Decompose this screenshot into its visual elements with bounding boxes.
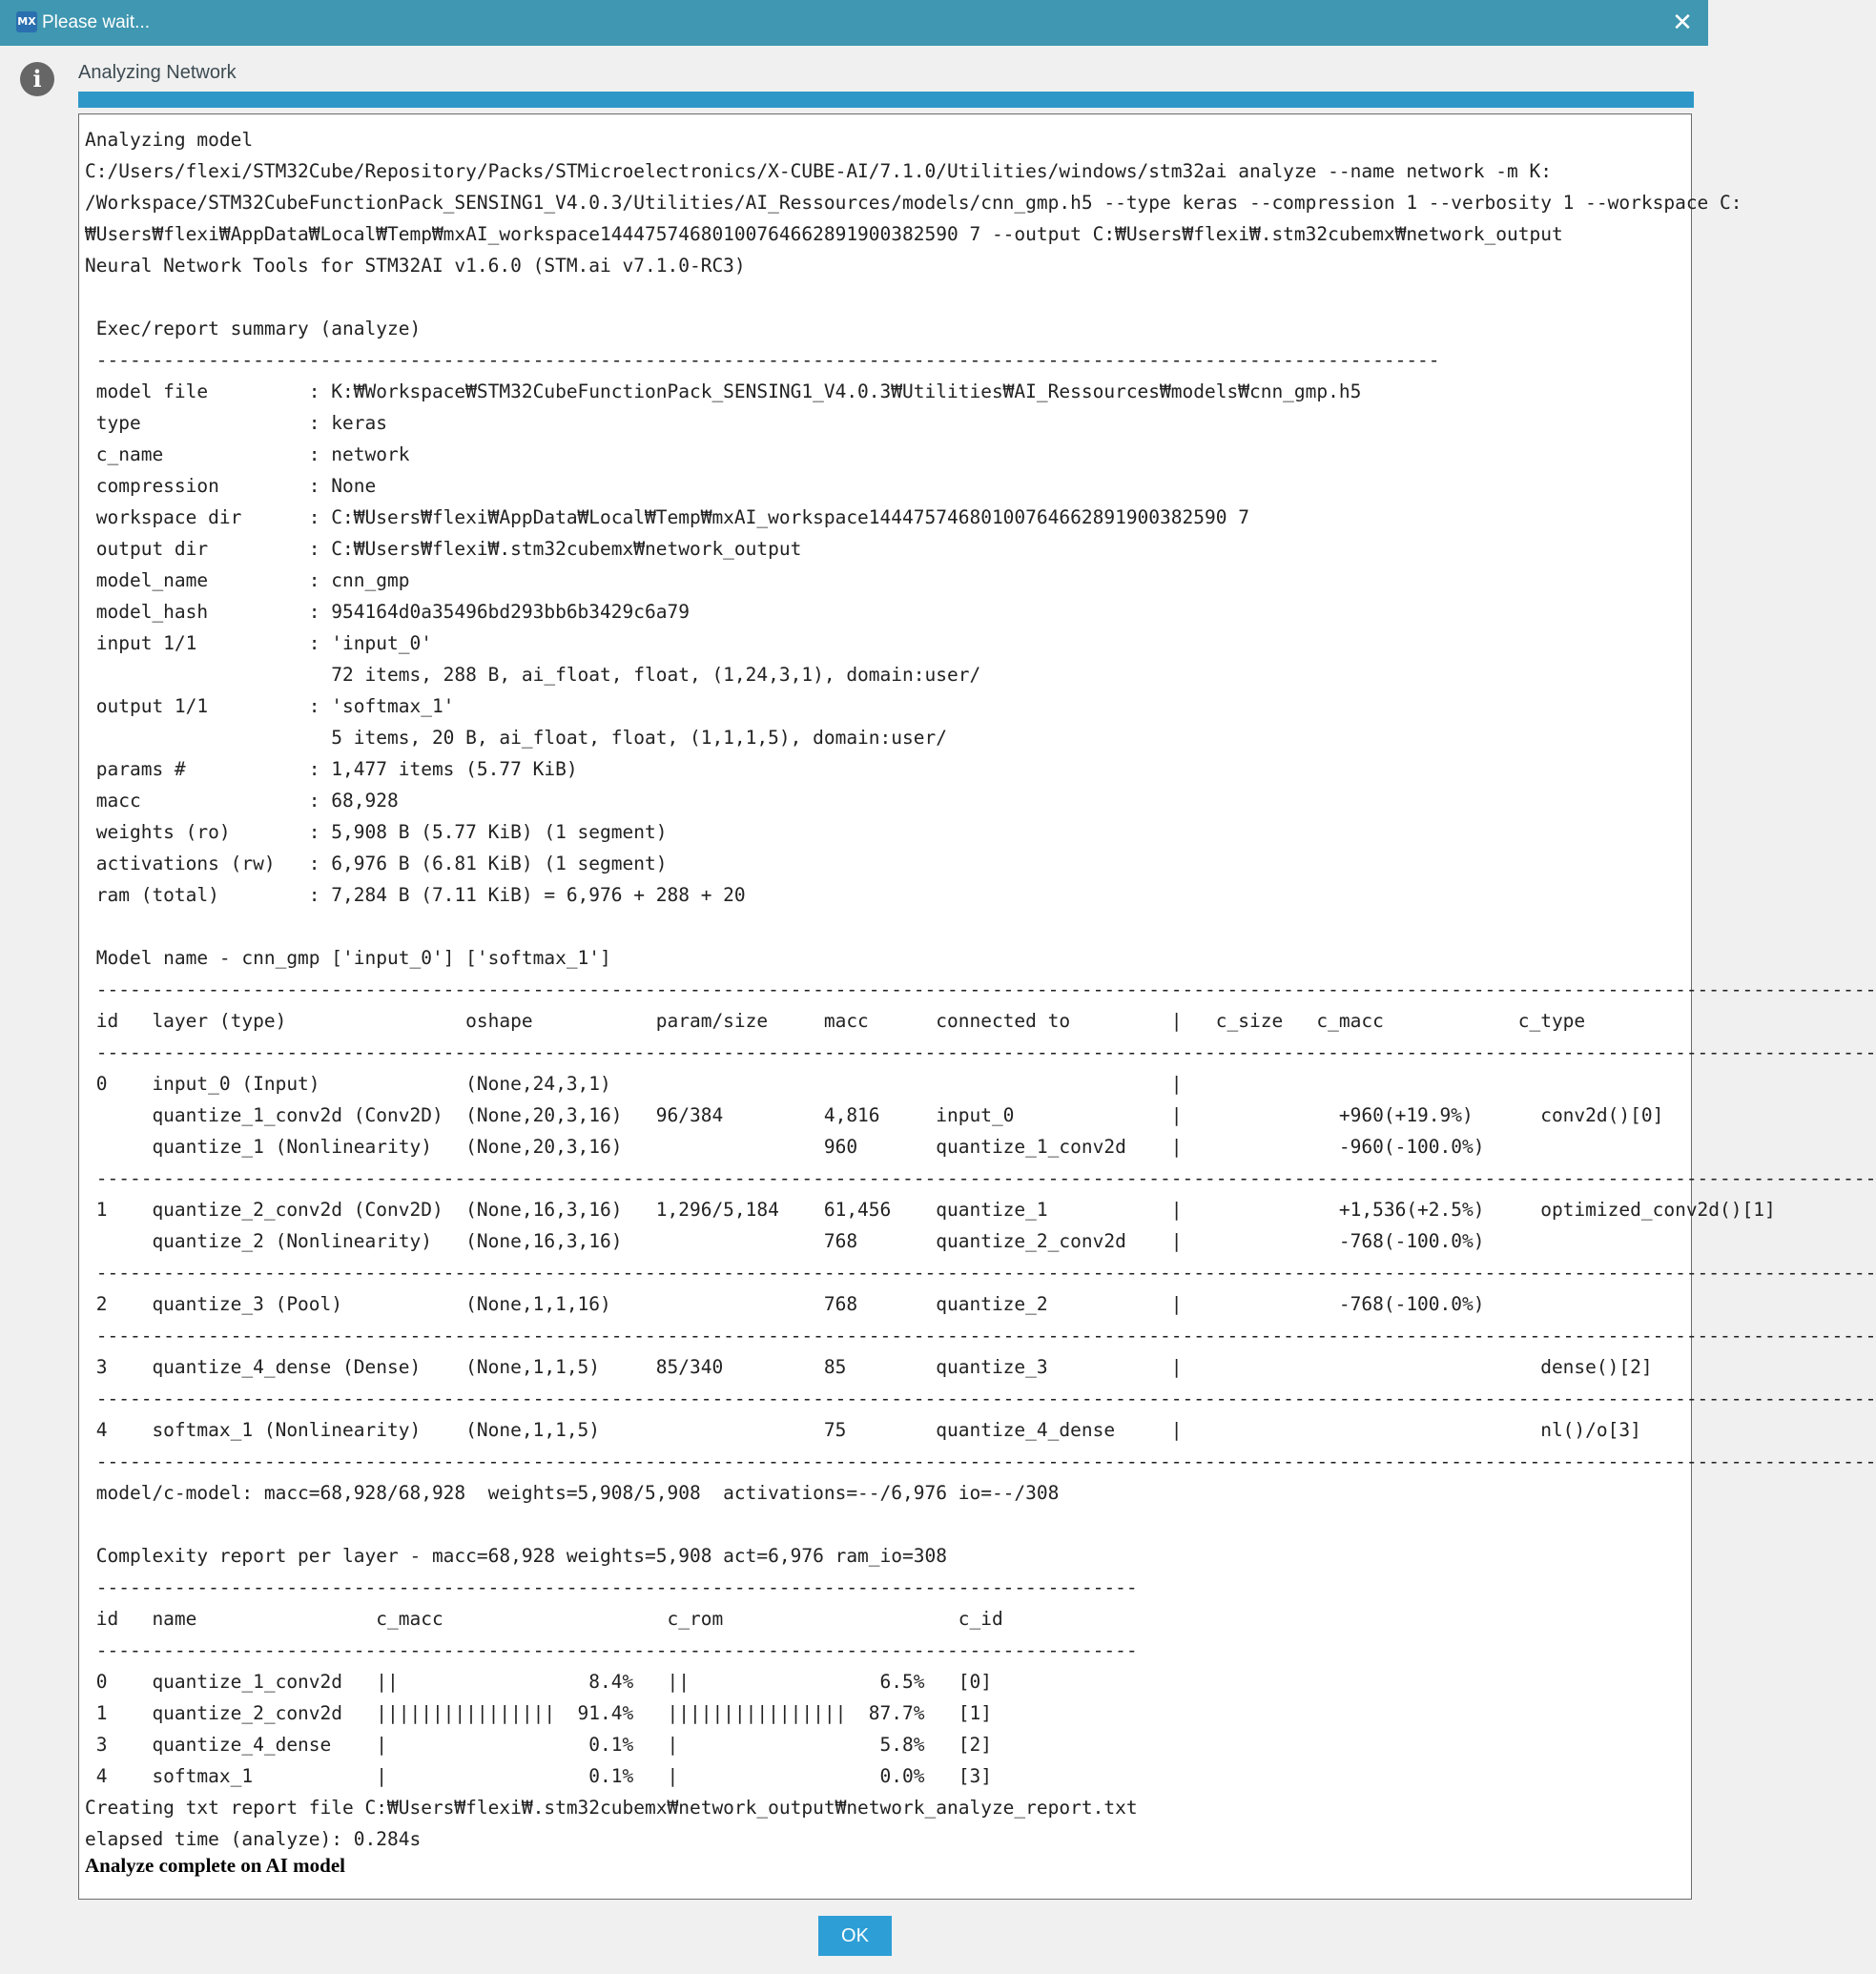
analyze-complete-message: Analyze complete on AI model (85, 1854, 345, 1877)
ok-button[interactable]: OK (818, 1916, 892, 1956)
close-icon[interactable]: ✕ (1672, 9, 1693, 37)
app-logo-icon: MX (16, 11, 37, 32)
title-bar (0, 0, 1708, 46)
window-title: Please wait... (42, 12, 150, 32)
info-icon: i (20, 62, 54, 96)
console-log-text: Analyzing model C:/Users/flexi/STM32Cube/Repository/Packs/STMicroelectronics/X-CUBE-AI/7.1.0/Utilities/windows/stm32ai analyze --name network -m K: /Workspace/STM32CubeFunctionPack_SENSING1_V4.0.3/Utilities/AI_Ressources/models/cnn_gmp.h5 --type keras --compression 1 --verbosity 1 --workspace C: ₩Users₩flexi₩AppData₩Local₩Temp₩mxAI_workspace14447574680100764662891900382590 7 --output C:₩Users₩flexi₩.stm32cubemx₩network_output Neural Network Tools for STM32AI v1.6.0 (STM.ai v7.1.0-RC3) Exec/report summary (analyze) ------------------------------------------------------------------------------------------------------------------------ model file : K:₩Workspace₩STM32CubeFunctionPack_SENSING1_V4.0.3₩Utilities₩AI_Ressources₩models₩cnn_gmp.h5 type : keras c_name : network compression : None workspace dir : C:₩Users₩flexi₩AppData₩Local₩Temp₩mxAI_workspace14447574680100764662891900382590 7 output dir : C:₩Users₩flexi₩.stm32cubemx₩network_output model_name : cnn_gmp model_hash : 954164d0a35496bd293bb6b3429c6a79 input 1/1 : 'input_0' 72 items, 288 B, ai_float, float, (1,24,3,1), domain:user/ output 1/1 : 'softmax_1' 5 items, 20 B, ai_float, float, (1,1,1,5), domain:user/ params # : 1,477 items (5.77 KiB) macc : 68,928 weights (ro) : 5,908 B (5.77 KiB) (1 segment) activations (rw) : 6,976 B (6.81 KiB) (1 segment) ram (total) : 7,284 B (7.11 KiB) = 6,976 + 288 + 20 Model name - cnn_gmp ['input_0'] ['softmax_1'] --------------------------------------------------------------------------------------------------------------------------------------------------------------- id layer (type) oshape param/size macc connected to | c_size c_macc c_type --------------------------------------------------------------------------------------------------------------------------------------------------------------- 0 input_0 (Input) (None,24,3,1) | quantize_1_conv2d (Conv2D) (None,20,3,16) 96/384 4,816 input_0 | +960(+19.9%) conv2d()[0] quantize_1 (Nonlinearity) (None,20,3,16) 960 quantize_1_conv2d | -960(-100.0%) --------------------------------------------------------------------------------------------------------------------------------------------------------------- 1 quantize_2_conv2d (Conv2D) (None,16,3,16) 1,296/5,184 61,456 quantize_1 | +1,536(+2.5%) optimized_conv2d()[1] quantize_2 (Nonlinearity) (None,16,3,16) 768 quantize_2_conv2d | -768(-100.0%) --------------------------------------------------------------------------------------------------------------------------------------------------------------- 2 quantize_3 (Pool) (None,1,1,16) 768 quantize_2 | -768(-100.0%) --------------------------------------------------------------------------------------------------------------------------------------------------------------- 3 quantize_4_dense (Dense) (None,1,1,5) 85/340 85 quantize_3 | dense()[2] --------------------------------------------------------------------------------------------------------------------------------------------------------------- 4 softmax_1 (Nonlinearity) (None,1,1,5) 75 quantize_4_dense | nl()/o[3] --------------------------------------------------------------------------------------------------------------------------------------------------------------- model/c-model: macc=68,928/68,928 weights=5,908/5,908 activations=--/6,976 io=--/308 Complexity report per layer - macc=68,928 weights=5,908 act=6,976 ram_io=308 --------------------------------------------------------------------------------------------- id name c_macc c_rom c_id --------------------------------------------------------------------------------------------- 0 quantize_1_conv2d || 8.4% || 6.5% [0] 1 quantize_2_conv2d |||||||||||||||| 91.4% |||||||||||||||| 87.7% [1] 3 quantize_4_dense | 0.1% | 5.8% [2] 4 softmax_1 | 0.1% | 0.0% [3] Creating txt report file C:₩Users₩flexi₩.stm32cubemx₩network_output₩network_analyze_report.txt elapsed time (analyze): 0.284s (85, 129, 1876, 1850)
status-label: Analyzing Network (78, 62, 237, 83)
progress-bar-fill (78, 92, 1694, 108)
progress-bar (78, 92, 1694, 108)
console-output[interactable] (78, 113, 1876, 1900)
